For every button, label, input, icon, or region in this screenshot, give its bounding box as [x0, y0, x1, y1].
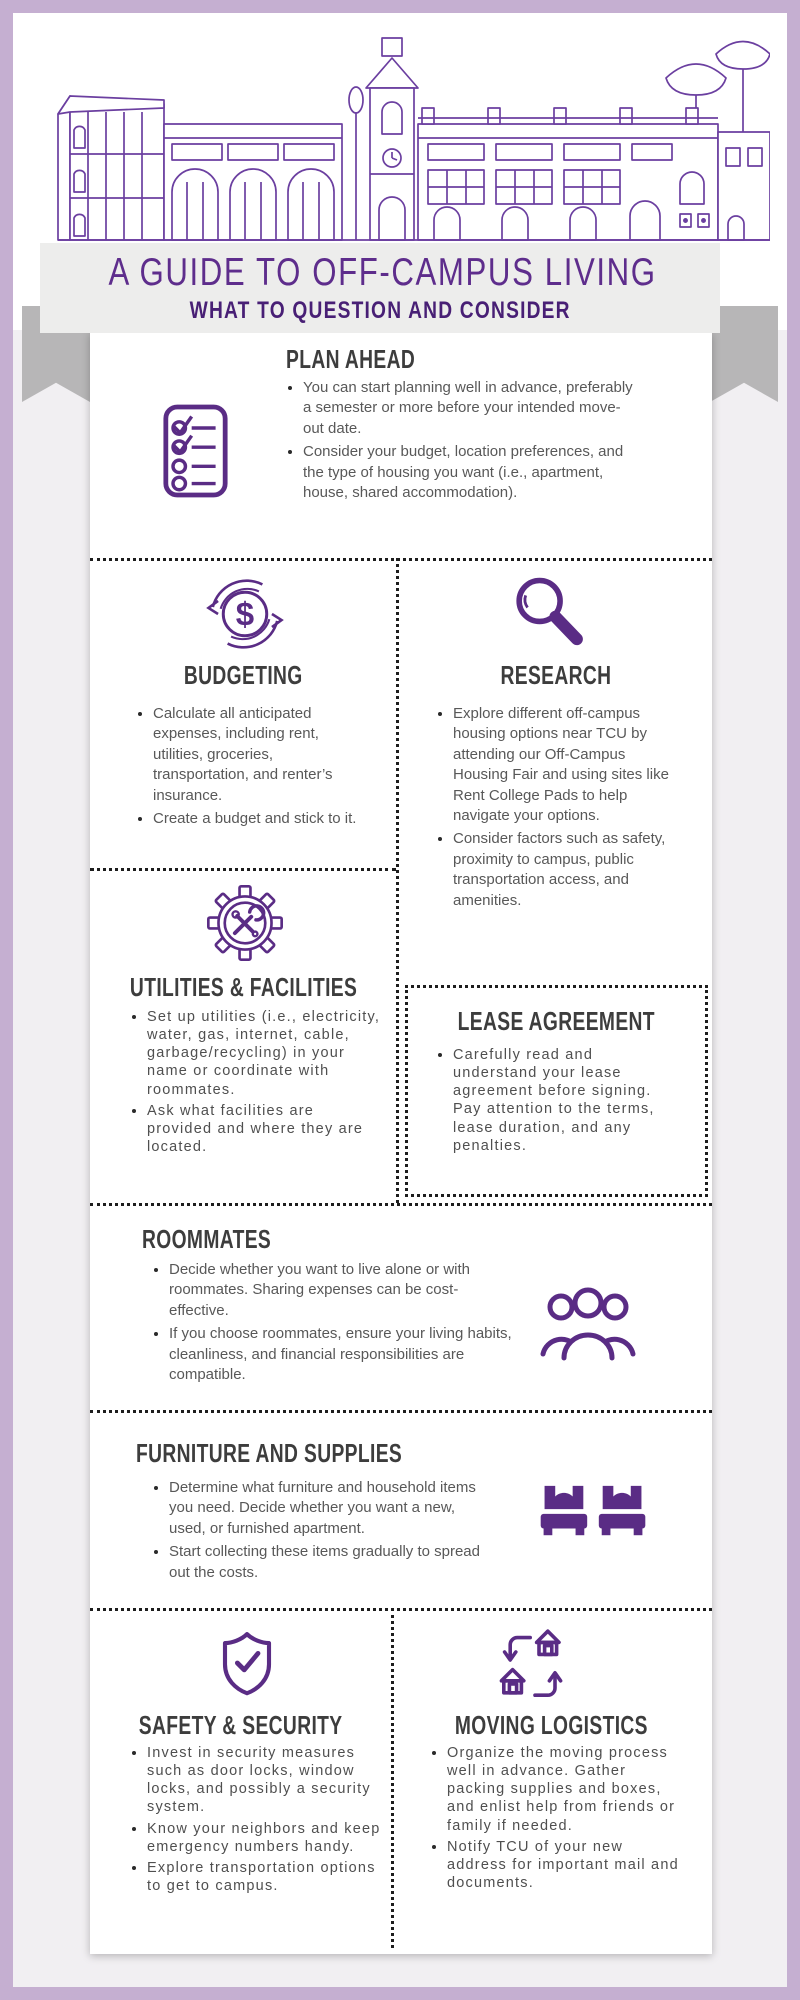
divider — [396, 558, 399, 1203]
page-title: A GUIDE TO OFF-CAMPUS LIVING — [108, 251, 657, 294]
bullet-item: • Explore different off-campus housing options near TCU by attending our Off-Campus Housing Fair and using sites like Rent College Pads to help navigate your options. — [453, 704, 673, 826]
section-lease-agreement — [405, 985, 708, 1197]
bullet-item: • Organize the moving process well in advance. Gather packing supplies and boxes, and enlist help from friends or family if needed. — [447, 1744, 679, 1835]
bullet-item: • Consider factors such as safety, proximity to campus, public transportation access, and amenities. — [453, 829, 673, 911]
bullet-item: • Calculate all anticipated expenses, including rent, utilities, groceries, transportation, and renter’s insurance. — [153, 704, 371, 806]
bullet-item: • Explore transportation options to get to campus. — [147, 1859, 385, 1895]
section-safety-title: SAFETY & SECURITY — [138, 1710, 343, 1740]
section-roommates-title: ROOMMATES — [142, 1224, 272, 1254]
section-lease-title: LEASE AGREEMENT — [457, 1006, 656, 1036]
title-banner — [40, 243, 720, 333]
bullet-item: • Know your neighbors and keep emergency numbers handy. — [147, 1820, 385, 1856]
checklist-icon — [162, 402, 229, 500]
gear-tools-icon — [206, 884, 284, 962]
safety-bullets — [130, 1744, 385, 1898]
moving-bullets — [430, 1744, 679, 1895]
page-subtitle: WHAT TO QUESTION AND CONSIDER — [189, 297, 571, 324]
content-card — [90, 332, 712, 1954]
bullet-item: • Notify TCU of your new address for important mail and documents. — [447, 1838, 679, 1892]
divider — [90, 868, 396, 871]
bullet-item: • Decide whether you want to live alone or with roommates. Sharing expenses can be cost-effective. — [169, 1260, 517, 1321]
bullet-item: • Consider your budget, location preferences, and the type of housing you want (i.e., apartment, house, shared accommodation). — [303, 442, 633, 503]
beds-icon — [538, 1480, 648, 1542]
divider — [90, 1410, 712, 1413]
people-group-icon — [538, 1274, 638, 1366]
shield-check-icon — [218, 1630, 276, 1696]
money-cycle-icon — [198, 574, 292, 654]
divider — [391, 1608, 394, 1948]
plan-ahead-bullets — [286, 378, 633, 506]
bullet-item: • Carefully read and understand your lease agreement before signing. Pay attention to the terms, lease duration, and any penalties. — [453, 1046, 681, 1155]
campus-buildings-illustration — [30, 12, 770, 244]
section-moving-title: MOVING LOGISTICS — [454, 1710, 648, 1740]
section-plan-ahead-title: PLAN AHEAD — [286, 344, 416, 374]
utilities-bullets — [130, 1008, 383, 1159]
bullet-item: • Start collecting these items gradually to spread out the costs. — [169, 1542, 491, 1583]
research-bullets — [436, 704, 673, 914]
furniture-bullets — [152, 1478, 491, 1586]
divider — [90, 1203, 712, 1206]
section-utilities-title: UTILITIES & FACILITIES — [129, 972, 358, 1002]
section-furniture-title: FURNITURE AND SUPPLIES — [136, 1438, 403, 1468]
bullet-item: • Determine what furniture and household items you need. Decide whether you want a new, used, or furnished apartment. — [169, 1478, 491, 1539]
roommates-bullets — [152, 1260, 517, 1388]
magnifier-icon — [506, 574, 590, 654]
bullet-item: • You can start planning well in advance, preferably a semester or more before your intended move-out date. — [303, 378, 633, 439]
budgeting-bullets — [136, 704, 371, 832]
divider — [90, 1608, 712, 1611]
moving-houses-icon — [492, 1628, 574, 1704]
bullet-item: • If you choose roommates, ensure your living habits, cleanliness, and financial responsibilities are compatible. — [169, 1324, 517, 1385]
svg-text:$: $ — [235, 596, 255, 634]
section-research-title: RESEARCH — [500, 660, 612, 690]
bullet-item: • Create a budget and stick to it. — [153, 809, 371, 829]
divider — [90, 558, 712, 561]
bullet-item: • Ask what facilities are provided and where they are located. — [147, 1102, 383, 1156]
bullet-item: • Set up utilities (i.e., electricity, water, gas, internet, cable, garbage/recycling) in your name or coordinate with roommates. — [147, 1008, 383, 1099]
bullet-item: • Invest in security measures such as door locks, window locks, and possibly a security system. — [147, 1744, 385, 1817]
section-budgeting-title: BUDGETING — [183, 660, 303, 690]
lease-bullets — [436, 1046, 681, 1158]
